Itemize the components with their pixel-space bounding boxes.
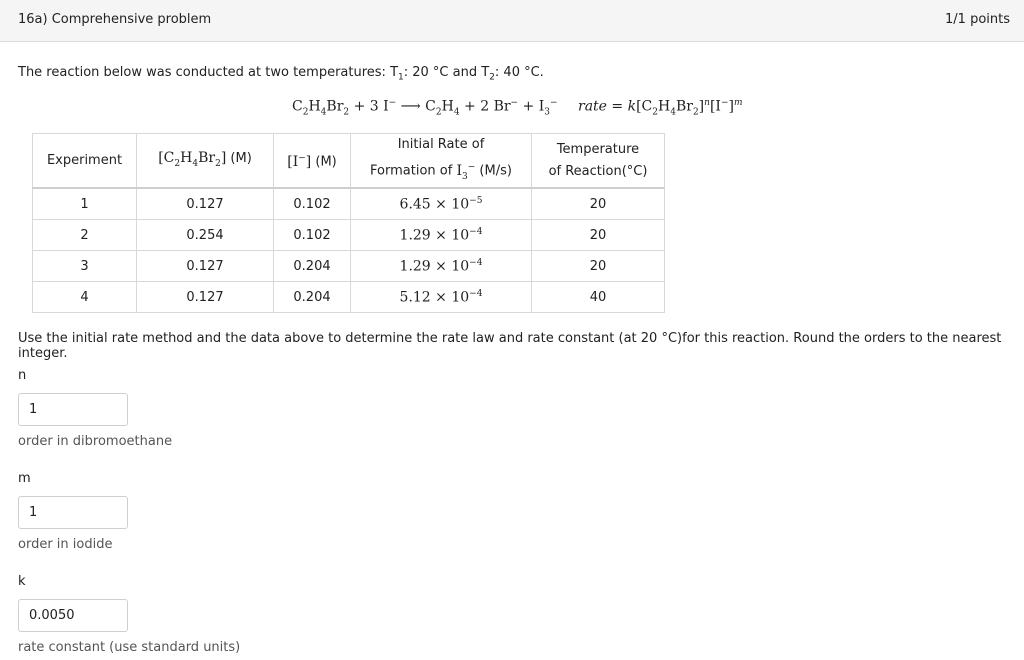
points-score: 1/1 points xyxy=(945,12,1010,27)
header-temperature: Temperature of Reaction(°C) xyxy=(532,134,665,189)
n-order-input[interactable]: 1 xyxy=(18,393,128,426)
n-hint: order in dibromoethane xyxy=(18,434,173,449)
cell-dibromoethane-conc: 0.127 xyxy=(137,251,274,282)
cell-initial-rate: $6.45 \times 10^{-5}$ xyxy=(351,188,532,220)
cell-temperature: 20 xyxy=(532,188,665,220)
cell-dibromoethane-conc: 0.127 xyxy=(137,282,274,313)
k-hint: rate constant (use standard units) xyxy=(18,640,241,655)
cell-iodide-conc: 0.204 xyxy=(274,251,351,282)
cell-experiment: 2 xyxy=(33,220,137,251)
header-dibromoethane-conc: $[C_2H_4Br_2]$ (M) xyxy=(137,134,274,189)
cell-experiment: 4 xyxy=(33,282,137,313)
cell-initial-rate: $5.12 \times 10^{-4}$ xyxy=(351,282,532,313)
m-hint: order in iodide xyxy=(18,537,113,552)
problem-title: 16a) Comprehensive problem xyxy=(18,12,212,27)
instructions-text: Use the initial rate method and the data above to determine the rate law and rate constant (at 20 °C)for this reaction. Round the orders to the nearest integer. xyxy=(18,331,1002,361)
kinetics-data-table xyxy=(32,133,665,313)
m-label: m xyxy=(18,471,31,486)
cell-experiment: 3 xyxy=(33,251,137,282)
cell-temperature: 40 xyxy=(532,282,665,313)
cell-iodide-conc: 0.204 xyxy=(274,282,351,313)
reaction-equation: $C_2H_4Br_2 + 3$ I− ⟶ $C_2H_4 + 2$ $Br^- + I_3^-$ xyxy=(292,98,558,118)
cell-iodide-conc: 0.102 xyxy=(274,220,351,251)
n-label: n xyxy=(18,368,27,383)
cell-initial-rate: $1.29 \times 10^{-4}$ xyxy=(351,220,532,251)
cell-dibromoethane-conc: 0.127 xyxy=(137,188,274,220)
table-row xyxy=(33,251,665,282)
m-order-input[interactable]: 1 xyxy=(18,496,128,529)
cell-initial-rate: $1.29 \times 10^{-4}$ xyxy=(351,251,532,282)
header-initial-rate: Initial Rate of Formation of $I_3^-$ (M/s) xyxy=(351,134,532,189)
table-row xyxy=(33,282,665,313)
problem-intro: The reaction below was conducted at two temperatures: $T_1$: 20 °C and $T_2$: 40 °C. xyxy=(18,65,544,83)
assignment-header xyxy=(0,0,1024,42)
cell-temperature: 20 xyxy=(532,220,665,251)
table-row xyxy=(33,220,665,251)
rate-law-expression: rate = $k[C_2H_4Br_2]^n[I^-]^m$ xyxy=(578,98,743,118)
table-header-row xyxy=(33,134,665,189)
cell-temperature: 20 xyxy=(532,251,665,282)
cell-dibromoethane-conc: 0.254 xyxy=(137,220,274,251)
header-iodide-conc: [I−] (M) xyxy=(274,134,351,189)
header-experiment: Experiment xyxy=(33,134,137,189)
table-row xyxy=(33,188,665,220)
cell-iodide-conc: 0.102 xyxy=(274,188,351,220)
k-label: k xyxy=(18,574,26,589)
cell-experiment: 1 xyxy=(33,188,137,220)
k-rate-constant-input[interactable]: 0.0050 xyxy=(18,599,128,632)
